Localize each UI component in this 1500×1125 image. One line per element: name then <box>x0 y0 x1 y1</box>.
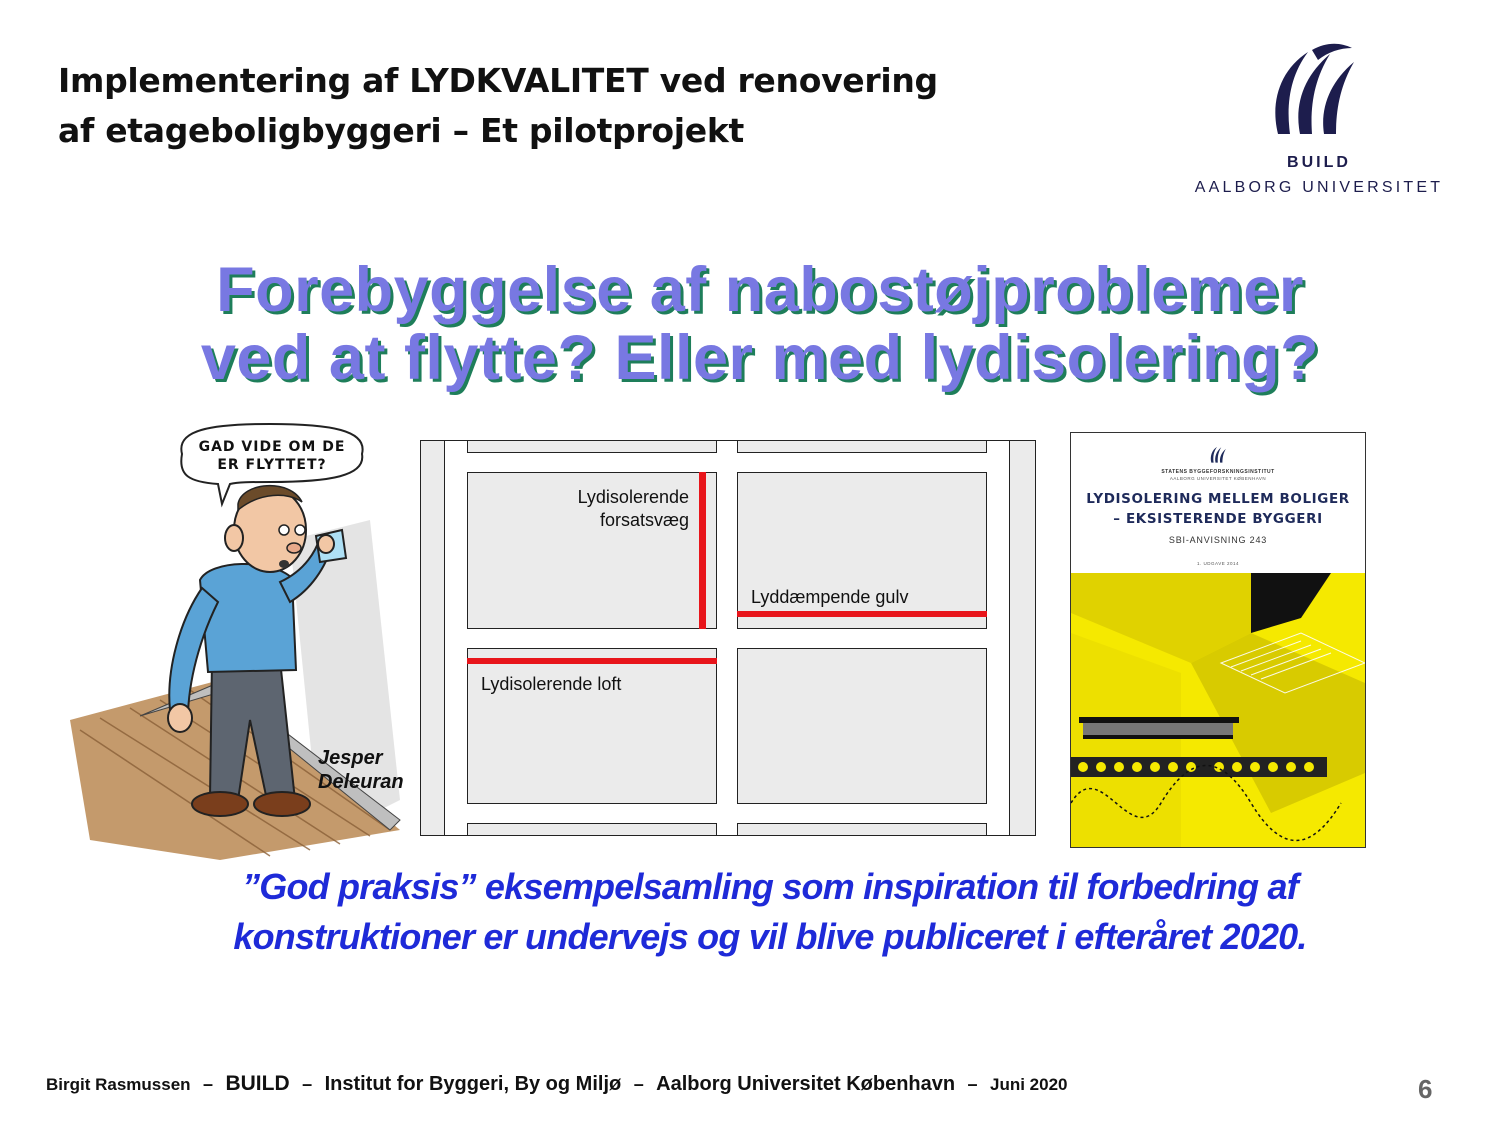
room-lower-right <box>737 648 987 804</box>
cartoon-signature-line2: Deleuran <box>318 771 404 793</box>
slide-title <box>58 56 1058 156</box>
book-title-line1: LYDISOLERING MELLEM BOLIGER <box>1086 491 1350 507</box>
footer-university: Aalborg Universitet København <box>656 1073 956 1095</box>
wall-insulation-line <box>699 472 706 629</box>
caption-line1: ”God praksis” eksempelsamling som inspiration til forbedring af <box>242 866 1298 907</box>
footer-dash-4: – <box>967 1074 978 1094</box>
headline-line1: Forebyggelse af nabostøjproblemer <box>216 255 1304 325</box>
room-top-right-partial <box>737 440 987 453</box>
floor-insulation-line <box>737 611 987 617</box>
room-lower-left <box>467 648 717 804</box>
aau-logo <box>1190 36 1450 206</box>
book-institute: STATENS BYGGEFORSKNINGSINSTITUT <box>1161 469 1275 475</box>
book-edition: 1. UDGAVE 2014 <box>1197 561 1239 566</box>
slide-title-line1: Implementering af LYDKVALITET ved renovering <box>58 61 938 100</box>
cartoon-speech-text: GAD VIDE OM DE ER FLYTTET? <box>198 439 346 473</box>
book-subtitle: SBI-ANVISNING 243 <box>1168 535 1268 545</box>
book-title <box>1071 489 1365 529</box>
right-wall <box>1009 440 1036 836</box>
book-title-line2: – EKSISTERENDE BYGGERI <box>1113 511 1323 527</box>
caption <box>150 862 1390 962</box>
cartoon-illustration <box>70 420 410 860</box>
book-institute-sub: AALBORG UNIVERSITET KØBENHAVN <box>1169 476 1267 481</box>
cartoon-signature <box>318 746 404 794</box>
ceiling-insulation-line <box>467 658 717 664</box>
label-forsatsvaeg: Lydisolerende forsatsvæg <box>577 487 689 530</box>
page-number: 6 <box>1418 1074 1433 1104</box>
building-section-diagram <box>420 440 1036 836</box>
left-wall <box>420 440 445 836</box>
footer-author: Birgit Rasmussen <box>46 1075 191 1094</box>
footer-date: Juni 2020 <box>990 1075 1068 1094</box>
logo-university-text: AALBORG UNIVERSITET <box>1194 179 1444 196</box>
caption-line2: konstruktioner er undervejs og vil blive publiceret i efteråret 2020. <box>233 916 1307 957</box>
room-top-left-partial <box>467 440 717 453</box>
sbi-book-cover <box>1070 432 1366 848</box>
room-bottom-right-partial <box>737 823 987 836</box>
slide-title-line2: af etageboligbyggeri – Et pilotprojekt <box>58 111 744 150</box>
footer-dash-1: – <box>203 1074 214 1094</box>
headline <box>60 256 1460 392</box>
footer-org: BUILD <box>225 1072 290 1095</box>
book-logo-icon <box>1209 445 1227 463</box>
footer-dash-3: – <box>633 1074 644 1094</box>
footer-institute: Institut for Byggeri, By og Miljø <box>324 1073 622 1095</box>
aau-wave-logo-icon <box>1268 42 1358 136</box>
footer-dash-2: – <box>302 1074 313 1094</box>
cartoon-drawing <box>70 420 410 860</box>
room-bottom-left-partial <box>467 823 717 836</box>
label-lydisolerende-loft: Lydisolerende loft <box>481 674 622 694</box>
logo-build-text: BUILD <box>1287 154 1351 171</box>
label-lyddaempende-gulv: Lyddæmpende gulv <box>751 587 909 607</box>
headline-line2: ved at flytte? Eller med lydisolering? <box>200 323 1320 393</box>
book-cover-artwork <box>1071 573 1365 847</box>
cartoon-signature-line1: Jesper <box>318 747 383 769</box>
footer <box>46 1072 1068 1096</box>
